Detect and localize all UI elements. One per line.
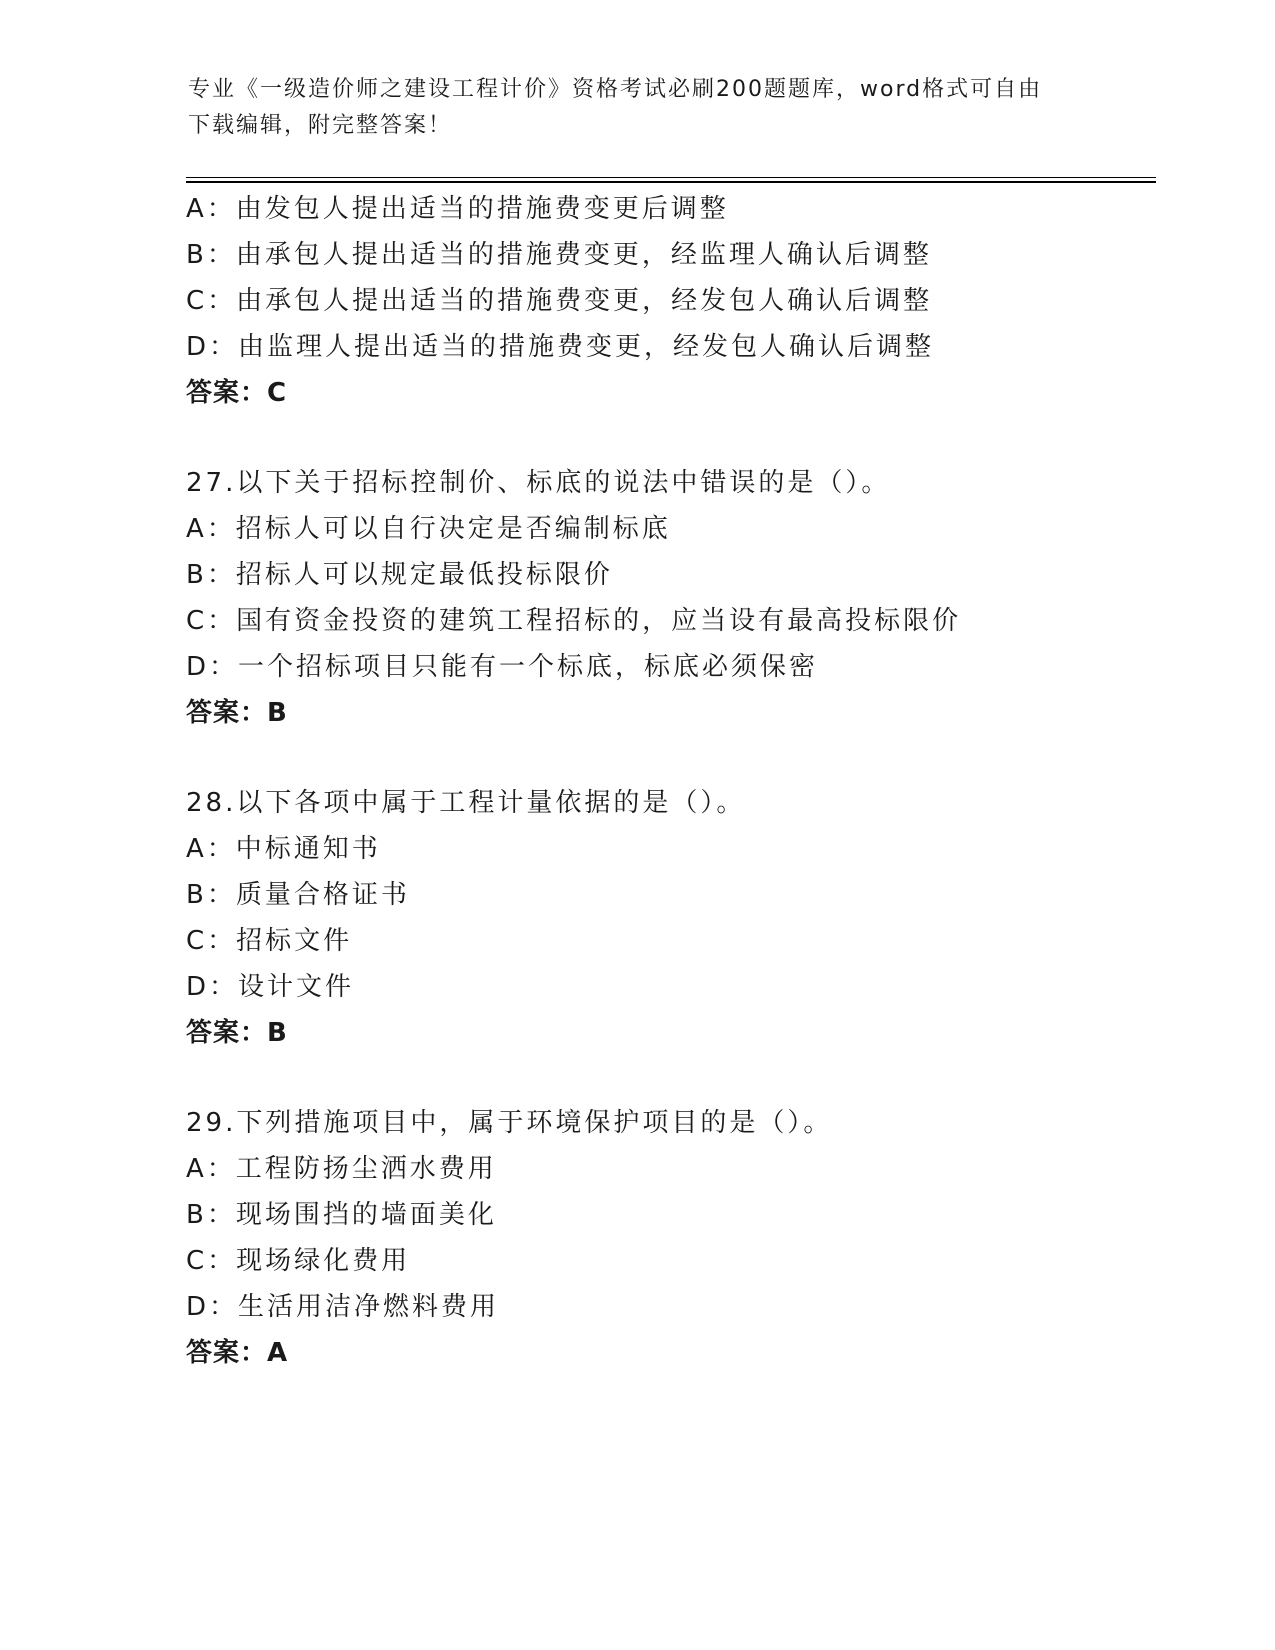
question-text: 29.下列措施项目中，属于环境保护项目的是（）。 bbox=[186, 1108, 833, 1138]
question-text: 27.以下关于招标控制价、标底的说法中错误的是（）。 bbox=[186, 468, 891, 498]
spacer bbox=[186, 416, 1146, 460]
question-block-27 bbox=[186, 460, 1146, 736]
option-b: B：现场围挡的墙面美化 bbox=[186, 1200, 497, 1230]
question-block-28 bbox=[186, 780, 1146, 1056]
option-b: B：由承包人提出适当的措施费变更，经监理人确认后调整 bbox=[186, 240, 932, 270]
answer-line: 答案：A bbox=[186, 1338, 289, 1368]
answer-line: 答案：B bbox=[186, 698, 288, 728]
answer-line: 答案：B bbox=[186, 1018, 288, 1048]
header-divider-thin bbox=[186, 177, 1156, 178]
option-d: D：由监理人提出适当的措施费变更，经发包人确认后调整 bbox=[186, 332, 935, 362]
question-block-29 bbox=[186, 1100, 1146, 1376]
option-b: B：质量合格证书 bbox=[186, 880, 410, 910]
question-list bbox=[186, 186, 1146, 1376]
option-d: D：一个招标项目只能有一个标底，标底必须保密 bbox=[186, 652, 819, 682]
header-line-1: 专业《一级造价师之建设工程计价》资格考试必刷200题题库，word格式可自由 bbox=[188, 77, 1043, 102]
option-d: D：生活用洁净燃料费用 bbox=[186, 1292, 500, 1322]
option-a: A：由发包人提出适当的措施费变更后调整 bbox=[186, 194, 729, 224]
option-c: C：国有资金投资的建筑工程招标的，应当设有最高投标限价 bbox=[186, 606, 962, 636]
option-c: C：由承包人提出适当的措施费变更，经发包人确认后调整 bbox=[186, 286, 933, 316]
spacer bbox=[186, 1056, 1146, 1100]
option-a: A：中标通知书 bbox=[186, 834, 381, 864]
question-block-26 bbox=[186, 186, 1146, 416]
option-b: B：招标人可以规定最低投标限价 bbox=[186, 560, 613, 590]
option-a: A：招标人可以自行决定是否编制标底 bbox=[186, 514, 671, 544]
header-line-2: 下载编辑，附完整答案！ bbox=[188, 113, 453, 138]
header-divider-thick bbox=[186, 181, 1156, 183]
option-c: C：现场绿化费用 bbox=[186, 1246, 411, 1276]
document-header bbox=[188, 72, 1088, 144]
option-c: C：招标文件 bbox=[186, 926, 353, 956]
option-a: A：工程防扬尘洒水费用 bbox=[186, 1154, 497, 1184]
answer-line: 答案：C bbox=[186, 378, 288, 408]
question-text: 28.以下各项中属于工程计量依据的是（）。 bbox=[186, 788, 746, 818]
option-d: D：设计文件 bbox=[186, 972, 355, 1002]
spacer bbox=[186, 736, 1146, 780]
